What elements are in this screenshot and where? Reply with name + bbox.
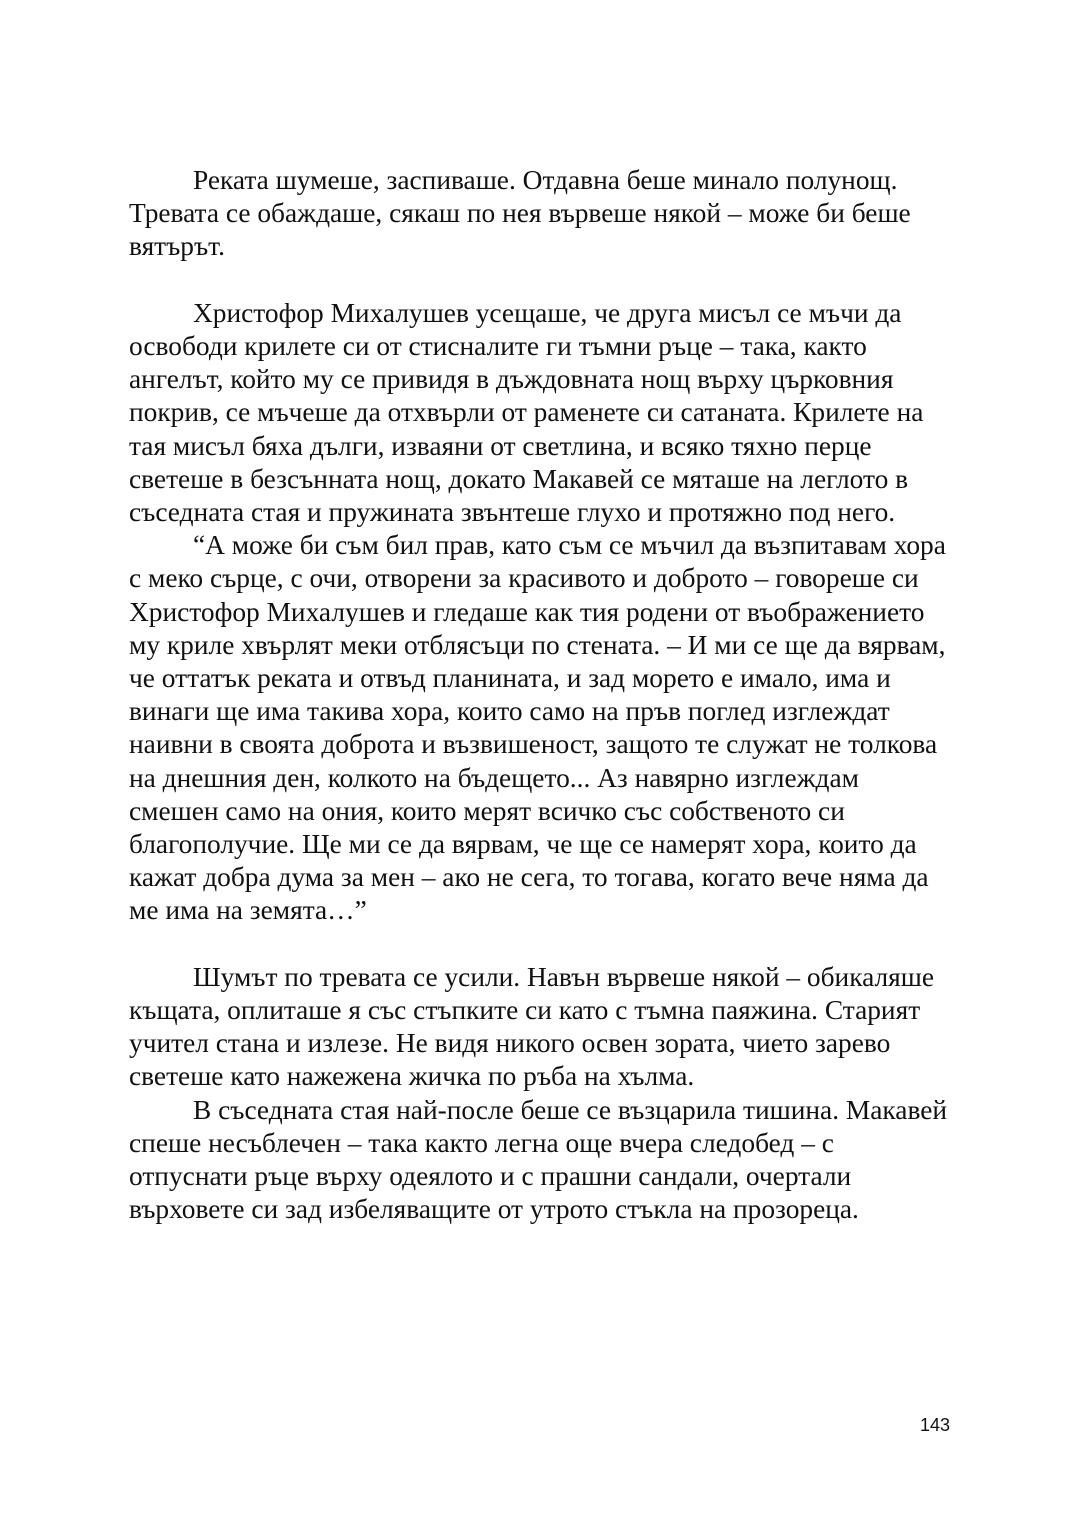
paragraph-hristofor-thought: Христофор Михалушев усещаше, че друга мисъл се мъчи да освободи крилете си от стисналите ги тъмни ръце – така, както ангелът, който му се привидя в дъждовната нощ върху църковния покрив, се мъчеше да отхвърли от раменете си сатаната. Крилете на тая мисъл бяха дълги, изваяни от светлина, и всяко тяхно перце светеше в безсънната нощ, докато Макавей се мяташе на леглото в съседната стая и пружината звънтеше глухо и протяжно под него. [129, 297, 924, 528]
page-text-body [129, 164, 954, 1226]
paragraph-gap [129, 928, 954, 961]
paragraph-river: Реката шумеше, заспиваше. Отдавна беше минало полунощ. Тревата се обаждаше, сякаш по нея вървеше някой – може би беше вятърът. [129, 165, 911, 262]
paragraph-monologue: “А може би съм бил прав, като съм се мъчил да възпитавам хора с меко сърце, с очи, отворени за красивото и доброто – говореше си Христофор Михалушев и гледаше как тия родени от въображението му криле хвърлят меки отблясъци по стената. – И ми се ще да вярвам, че оттатък реката и отвъд планината, и зад морето е имало, има и винаги ще има такива хора, които само на пръв поглед изглеждат наивни в своята доброта и възвишеност, защото те служат не толкова на днешния ден, колкото на бъдещето... Аз навярно изглеждам смешен само на ония, които мерят всичко със собственото си благополучие. Ще ми се да вярвам, че ще се намерят хора, които да кажат добра дума за мен – ако не сега, то тогава, когато вече няма да ме има на земята…” [129, 530, 946, 926]
paragraph-gap [129, 264, 954, 297]
paragraph-noise-grass: Шумът по тревата се усили. Навън вървеше някой – обикаляше къщата, оплиташе я със стъпките си като с тъмна паяжина. Старият учител стана и излезе. Не видя никого освен зората, чието зарево светеше като нажежена жичка по ръба на хълма. [129, 961, 935, 1092]
page-number: 143 [919, 1415, 950, 1435]
paragraph-next-room: В съседната стая най-после беше се възцарила тишина. Макавей спеше несъблечен – така както легна още вчера следобед – с отпуснати ръце върху одеялото и с прашни сандали, очертали върховете си зад избеляващите от утрото стъкла на прозореца. [129, 1094, 948, 1225]
